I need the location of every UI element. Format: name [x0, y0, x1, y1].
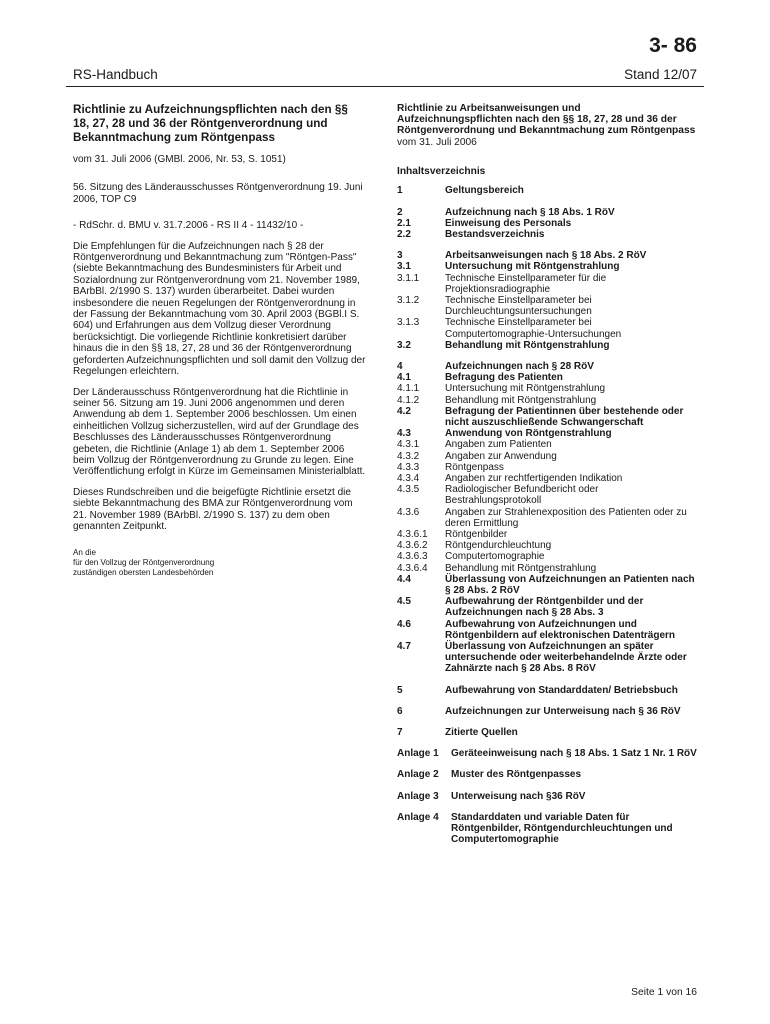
toc-entry-number: 4.7: [397, 641, 411, 653]
toc-entry-number: 4.3.6: [397, 506, 420, 518]
annex-entry: [397, 748, 697, 759]
toc-entry-title: Computertomographie: [445, 551, 545, 563]
toc-entry-number: 2: [397, 206, 403, 218]
toc-entry: [397, 207, 697, 218]
toc-entry-title: Aufbewahrung von Aufzeichnungen und Röntgenbildern auf elektronischen Datenträgern: [445, 618, 676, 641]
toc-entry-title: Angaben zur rechtfertigenden Indikation: [445, 472, 623, 484]
toc-entry-number: 3.1: [397, 261, 411, 273]
circular-reference: - RdSchr. d. BMU v. 31.7.2006 - RS II 4 - 11432/10 -: [73, 220, 304, 232]
toc-entry-number: 4.4: [397, 573, 411, 585]
toc-entry: [397, 273, 697, 295]
page-footer: Seite 1 von 16: [631, 987, 697, 998]
toc-entry-number: 4.3.6.4: [397, 562, 428, 574]
toc-entry-number: 2.2: [397, 228, 411, 240]
toc-entry: [397, 317, 697, 339]
right-column: [397, 103, 697, 845]
toc-entry-number: 4.1: [397, 372, 411, 384]
toc-entry-title: Geltungsbereich: [445, 185, 524, 197]
toc-entry-title: Aufbewahrung der Röntgenbilder und der Aufzeichnungen nach § 28 Abs. 3: [445, 596, 644, 619]
toc-entry: [397, 641, 697, 675]
annex-entry-title: Geräteeinweisung nach § 18 Abs. 1 Satz 1 Nr. 1 RöV: [451, 748, 697, 760]
header-status-date: Stand 12/07: [624, 67, 697, 82]
running-header: [73, 67, 697, 82]
toc-entry: [397, 361, 697, 372]
toc-entry: [397, 507, 697, 529]
toc-entry-title: Behandlung mit Röntgenstrahlung: [445, 562, 597, 574]
toc-entry-number: 4.1.1: [397, 383, 420, 395]
toc-heading: Inhaltsverzeichnis: [397, 165, 486, 177]
toc-entry-number: 4.3.3: [397, 461, 420, 473]
toc-entry-title: Angaben zum Patienten: [445, 439, 552, 451]
toc-entry: [397, 540, 697, 551]
toc-entry-title: Aufzeichnungen zur Unterweisung nach § 36 RöV: [445, 705, 681, 717]
toc-entry-title: Bestandsverzeichnis: [445, 228, 545, 240]
toc-entry-number: 4.6: [397, 618, 411, 630]
toc-entry-title: Untersuchung mit Röntgenstrahlung: [445, 261, 620, 273]
toc-entry-title: Technische Einstellparameter bei Durchleuchtungsuntersuchungen: [445, 294, 592, 318]
directive-date: vom 31. Juli 2006 (GMBl. 2006, Nr. 53, S. 1051): [73, 154, 286, 165]
toc-entry: [397, 340, 697, 351]
toc-entry-number: 3.1.1: [397, 272, 420, 284]
toc-entry: [397, 395, 697, 406]
toc-entry: [397, 574, 697, 596]
toc-entry: [397, 706, 697, 717]
toc-entry-number: 6: [397, 705, 403, 717]
toc-entry-number: 2.1: [397, 217, 411, 229]
annex-entry: [397, 791, 697, 802]
toc-entry-number: 4.3.6.3: [397, 551, 428, 563]
directive-title: Richtlinie zu Aufzeichnungspflichten nach den §§ 18, 27, 28 und 36 der Röntgenverordnung und Bekanntmachung zum Röntgenpass: [73, 103, 348, 144]
toc-entry-number: 4.3.1: [397, 439, 420, 451]
toc-entry: [397, 218, 697, 229]
toc-entry-number: 4.3.5: [397, 484, 420, 496]
table-of-contents: [397, 185, 697, 738]
toc-entry-title: Aufbewahrung von Standarddaten/ Betriebsbuch: [445, 684, 678, 696]
toc-entry-title: Röntgenbilder: [445, 529, 508, 540]
toc-entry-title: Radiologischer Befundbericht oder Bestrahlungsprotokoll: [445, 484, 599, 507]
recipient-line: für den Vollzug der Röntgenverordnung: [73, 558, 215, 568]
annex-entry-number: Anlage 4: [397, 811, 439, 823]
toc-entry: [397, 685, 697, 696]
toc-entry-title: Angaben zur Strahlenexposition des Patienten oder zu deren Ermittlung: [445, 506, 687, 529]
annex-entry-title: Standarddaten und variable Daten für Röntgenbilder, Röntgendurchleuchtungen und Computertomographie: [451, 811, 673, 846]
toc-entry: [397, 372, 697, 383]
recipient-line: zuständigen obersten Landesbehörden: [73, 568, 214, 578]
left-column: [73, 103, 367, 578]
annex-entry: [397, 769, 697, 780]
toc-entry-title: Behandlung mit Röntgenstrahlung: [445, 339, 610, 351]
toc-entry: [397, 529, 697, 540]
annex-entry-number: Anlage 2: [397, 769, 439, 781]
toc-entry-number: 4.3.6.1: [397, 529, 428, 540]
guideline-title: Richtlinie zu Arbeitsanweisungen und Aufzeichnungspflichten nach den §§ 18, 27, 28 und 36 der Röntgenverordnung und Bekanntmachung zum Röntgenpass: [397, 103, 696, 137]
toc-entry-number: 3.2: [397, 339, 411, 351]
toc-entry-number: 7: [397, 727, 403, 739]
toc-entry-title: Anwendung von Röntgenstrahlung: [445, 428, 612, 440]
paragraph-1: Die Empfehlungen für die Aufzeichnungen nach § 28 der Röntgenverordnung und Bekanntmachung zum "Röntgen-Pass" (siebte Bekanntmachung des Bundesministers für Arbeit und Sozialordnung zur Röntgenverordnung vom 21. November 1989, BArbBl. 2/1990 S. 137) wurden überarbeitet. Dabei wurden insbesondere die neuen Regelungen der Röntgenverordnung in der Fassung der Bekanntmachung vom 30. April 2003 (BGBl.I S. 604) und Erfahrungen aus dem Vollzug dieser Verordnung berücksichtigt. Die vorliegende Richtlinie konkretisiert darüber hinaus die in den §§ 18, 27, 28 und 36 der Röntgenverordnung geforderten Aufzeichnungspflichten und soll damit den Vollzug der Regelungen erleichtern.: [73, 240, 366, 378]
toc-entry: [397, 295, 697, 317]
toc-entry-number: 1: [397, 185, 403, 197]
toc-entry: [397, 250, 697, 261]
toc-entry: [397, 383, 697, 394]
toc-entry: [397, 261, 697, 272]
toc-entry-title: Technische Einstellparameter bei Computertomographie-Untersuchungen: [445, 317, 622, 340]
toc-entry: [397, 185, 697, 196]
toc-entry: [397, 727, 697, 738]
toc-entry: [397, 596, 697, 618]
annex-entry: [397, 812, 697, 846]
toc-entry-title: Befragung des Patienten: [445, 372, 563, 384]
toc-entry-number: 4.3.4: [397, 472, 420, 484]
toc-entry-number: 3.1.3: [397, 317, 420, 329]
toc-entry-number: 4: [397, 360, 403, 372]
guideline-date: vom 31. Juli 2006: [397, 136, 477, 148]
toc-entry: [397, 462, 697, 473]
toc-entry-title: Aufzeichnung nach § 18 Abs. 1 RöV: [445, 206, 615, 218]
annex-entry-number: Anlage 3: [397, 790, 439, 802]
toc-entry-title: Überlassung von Aufzeichnungen an später untersuchende oder weiterbehandelnde Ärzte oder Zahnärzte nach § 28 Abs. 8 RöV: [445, 641, 687, 675]
toc-entry: [397, 484, 697, 506]
annex-entry-number: Anlage 1: [397, 748, 439, 760]
toc-entry-title: Zitierte Quellen: [445, 727, 518, 739]
toc-entry-title: Technische Einstellparameter für die Projektionsradiographie: [445, 272, 607, 295]
toc-entry-number: 4.5: [397, 596, 411, 608]
toc-entry-title: Arbeitsanweisungen nach § 18 Abs. 2 RöV: [445, 250, 647, 262]
committee-session: 56. Sitzung des Länderausschusses Röntgenverordnung 19. Juni 2006, TOP C9: [73, 182, 363, 205]
toc-entry-title: Überlassung von Aufzeichnungen an Patienten nach § 28 Abs. 2 RöV: [445, 573, 695, 597]
toc-entry: [397, 451, 697, 462]
paragraph-3: Dieses Rundschreiben und die beigefügte Richtlinie ersetzt die siebte Bekanntmachung des BMA zur Röntgenverordnung vom 21. November 1989 (BArbBl. 2/1990 S. 137) zu dem oben genannten Zeitpunkt.: [73, 486, 353, 532]
paragraph-2: Der Länderausschuss Röntgenverordnung hat die Richtlinie in seiner 56. Sitzung am 19. Juni 2006 angenommen und deren Anwendung ab dem 1. September 2006 beschlossen. Um einen einheitlichen Vollzug sicherzustellen, wird auf der Grundlage des Beschlusses des Länderausschusses Röntgenverordnung gebeten, die Richtlinie (Anlage 1) ab dem 1. September 2006 beim Vollzug der Röntgenverordnung zu Grunde zu legen. Eine Veröffentlichung erfolgt in Kürze im Gemeinsamen Ministerialblatt.: [73, 386, 366, 478]
toc-entry-title: Behandlung mit Röntgenstrahlung: [445, 394, 597, 406]
recipient-line: An die: [73, 548, 96, 558]
toc-entry-title: Röntgenpass: [445, 461, 504, 473]
toc-entry: [397, 229, 697, 240]
toc-entry: [397, 428, 697, 439]
toc-entry-title: Befragung der Patientinnen über bestehende oder nicht auszuschließende Schwangerschaft: [445, 405, 684, 428]
annex-list: [397, 748, 697, 845]
toc-entry-title: Einweisung des Personals: [445, 217, 572, 229]
toc-entry-number: 4.3.2: [397, 450, 420, 462]
toc-entry-title: Aufzeichnungen nach § 28 RöV: [445, 360, 594, 372]
toc-entry: [397, 563, 697, 574]
recipient-block: [73, 548, 367, 578]
toc-entry: [397, 473, 697, 484]
toc-entry-number: 3: [397, 250, 403, 262]
toc-entry-number: 5: [397, 684, 403, 696]
toc-entry-title: Röntgendurchleuchtung: [445, 540, 552, 552]
page-number: 3- 86: [649, 34, 697, 57]
toc-entry: [397, 551, 697, 562]
toc-entry-title: Untersuchung mit Röntgenstrahlung: [445, 383, 606, 395]
toc-entry-number: 4.3.6.2: [397, 540, 428, 552]
toc-entry-number: 4.3: [397, 428, 411, 440]
toc-entry: [397, 619, 697, 641]
header-rule: [66, 86, 704, 87]
toc-entry-title: Angaben zur Anwendung: [445, 450, 557, 462]
toc-entry: [397, 439, 697, 450]
annex-entry-title: Muster des Röntgenpasses: [451, 769, 582, 781]
annex-entry-title: Unterweisung nach §36 RöV: [451, 790, 586, 802]
toc-entry-number: 4.2: [397, 405, 411, 417]
toc-entry-number: 4.1.2: [397, 394, 420, 406]
toc-entry: [397, 406, 697, 428]
header-handbook-title: RS-Handbuch: [73, 67, 158, 82]
toc-entry-number: 3.1.2: [397, 294, 420, 306]
